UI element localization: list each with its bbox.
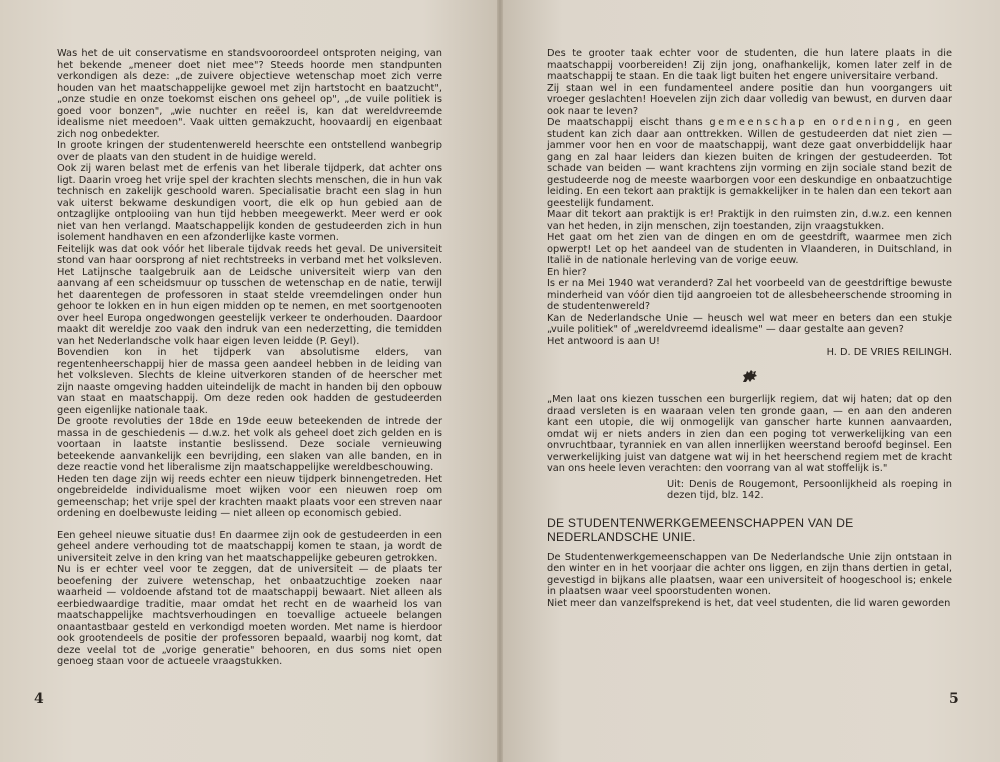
section-heading: DE STUDENTENWERKGEMEENSCHAPPEN VAN DE NEDERLANDSCHE UNIE. xyxy=(547,515,854,544)
spaced-term: gemeenschap xyxy=(709,117,807,128)
paragraph: Het gaat om het zien van de dingen en om de geestdrift, waarmee men zich opwerpt! Let op het aandeel van de studenten in Vlaanderen, in Duitschland, in Italië in de nationale herleving van de vorige eeuw. xyxy=(547,232,952,266)
lion-emblem xyxy=(547,367,952,389)
paragraph: Niet meer dan vanzelfsprekend is het, dat veel studenten, die lid waren geworden xyxy=(547,597,951,609)
paragraph: Bovendien kon in het tijdperk van absolutisme elders, van regentenheerschappij hier de massa geen aandeel hebben in de leiding van het volksleven. Slechts de kleine uitverkoren standen of de heerscher met zijn naaste omgeving hadden uiteindelijk de macht in handen bij den opbouw van staat en maatschappij. Om deze reden ook hadden de gestudeerden geen eigenlijke nationale taak. xyxy=(57,347,442,416)
paragraph: Nu is er echter veel voor te zeggen, dat de universiteit — de plaats ter beoefening der zuivere wetenschap, het onbaatzuchtige zoeken naar waarheid — voldoende afstand tot de maatschappij bewaart. Niet alleen als eerbiedwaardige traditie, maar omdat het recht en de waarheid los van maatschappelijke machtsverhoudingen en toevallige actueele belangen onaantastbaar gesteld en verkondigd moeten worden. Met name is hierdoor ook grootendeels de positie der professoren bepaald, waarbij nog komt, dat deze veelal tot de „vorige generatie" behooren, en dus soms niet open genoeg staan voor de actueele vraagstukken. xyxy=(57,564,442,667)
paragraph: Het antwoord is aan U! xyxy=(547,335,660,347)
paragraph: Feitelijk was dat ook vóór het liberale tijdvak reeds het geval. De universiteit stond van haar oorsprong af niet rechtstreeks in verband met het volksleven. Het Latijnsche taalgebruik aan de Leidsche universiteit wierp van den aanvang af een scheidsmuur op tusschen de wetenschap en de natie, terwijl het daarentegen de professoren in staat stelde vreemdelingen onder hun gehoor te lokken en in hun eigen midden op te nemen, en met soortgenooten over heel Europa ongedwongen geestelijk verkeer te onderhouden. Daardoor maakt dit wereldje zoo vaak den indruk van een nederzetting, die temidden van het Nederlandsche volk haar eigen leven leidde (P. Geyl). xyxy=(57,243,442,347)
paragraph: Maar dit tekort aan praktijk is er! Praktijk in den ruimsten zin, d.w.z. een kennen van het heden, in zijn menschen, zijn toestanden, zijn vraagstukken. xyxy=(547,209,952,232)
text-run: en xyxy=(813,117,826,128)
paragraph: De groote revoluties der 18de en 19de eeuw beteekenden de intrede der massa in de geschiedenis — d.w.z. het volk als geheel doet zich gelden en is voortaan in laatste instantie beslissend. Deze sociale vernieuwing beteekende aanvankelijk een bevrijding, een slaken van alle banden, en in deze reactie vond het liberalisme zijn maatschappelijke wereldbeschouwing. xyxy=(57,416,442,473)
left-page xyxy=(0,0,497,762)
right-text-column xyxy=(547,48,952,609)
paragraph: En hier? xyxy=(547,266,587,278)
quote-source: Uit: Denis de Rougemont, Persoonlijkheid als roeping in dezen tijd, blz. 142. xyxy=(667,478,952,501)
paragraph: Zij staan wel in een fundamenteel andere positie dan hun voorgangers uit vroeger geslachten! Hoevelen zijn zich daar volledig van bewust, en durven daar ook naar te leven? xyxy=(547,82,952,117)
paragraph: Kan de Nederlandsche Unie — heusch wel wat meer en beters dan een stukje „vuile politiek" of „wereldvreemd idealisme" — daar gestalte aan geven? xyxy=(547,312,952,335)
paragraph: Heden ten dage zijn wij reeds echter een nieuw tijdperk binnengetreden. Het ongebreidelde individualisme moet wijken voor een nieuwen roep om gemeenschap; het vrije spel der krachten maakt plaats voor een streven naar ordening en doelbewuste leiding — niet alleen op economisch gebied. xyxy=(57,473,442,519)
left-text-column xyxy=(57,48,442,668)
lion-emblem-icon xyxy=(740,367,760,385)
paragraph: Des te grooter taak echter voor de studenten, die hun latere plaats in die maatschappij voorbereiden! Zij zijn jong, onafhankelijk, komen later zelf in de maatschappij te staan. En die taak ligt buiten het engere universitaire verband. xyxy=(547,48,952,82)
paragraph: Ook zij waren belast met de erfenis van het liberale tijdperk, dat achter ons ligt. Daarin vroeg het vrije spel der krachten slechts menschen, die in hun vak technisch en zakelijk geschoold waren. Specialisatie bracht een slag in hun vak uiterst bekwame deskundigen voort, die elk op hun gebied aan de ontzaglijke ontplooiing van hun tijd hebben meegewerkt. Meer werd er ook niet van hen verlangd. Maatschappelijk konden de gestudeerden zich in hun isolement handhaven en een afzonderlijke kaste vormen. xyxy=(57,163,442,243)
paragraph: Was het de uit conservatisme en standsvooroordeel ontsproten neiging, van het bekende „meneer doet niet mee"? Steeds hoorde men standpunten verkondigen als deze: „de zuivere objectieve wetenschap moet zich verre houden van het maatschappelijke gewoel met zijn hartstocht en baatzucht", „onze studie en onze toekomst eischen ons geheel op", „de vuile politiek is goed voor bonzen", „wie nuchter en reëel is, kan dat wereldvreemde idealisme niet meedoen". Vaak uitten gemakzucht, hoovaardij en eigenbaat zich nog onbedekter. xyxy=(57,48,442,140)
author-signature: H. D. DE VRIES REILINGH. xyxy=(826,347,952,358)
paragraph: De Studentenwerkgemeenschappen van De Nederlandsche Unie zijn ontstaan in den winter en in het voorjaar die achter ons liggen, en zijn thans dertien in getal, gevestigd in bijkans alle plaatsen, waar een universiteit of hoogeschool is; enkele in plaatsen waar veel spoorstudenten wonen. xyxy=(547,551,952,597)
page-number-right: 5 xyxy=(949,691,959,707)
text-run: en geen student kan zich daar aan onttrekken. Willen de gestudeerden dat niet zien — jammer voor hen en voor de maatschappij, want deze gaat onverbiddelijk haar gang en zal haar leiders dan kiezen buiten de kringen der gestudeerden. Tot schade van beiden — want krachtens zijn vorming en zijn sociale stand bezit de gestudeerde nog de meeste waarborgen voor een deskundige en onbaatzuchtige leiding. En een tekort aan praktijk is gemakkelijker in te halen dan een tekort aan geestelijk fundament. xyxy=(547,117,952,209)
paragraph: Een geheel nieuwe situatie dus! En daarmee zijn ook de gestudeerden in een geheel andere verhouding tot de maatschappij komen te staan, ja wordt de universiteit zelve in den kring van het maatschappelijke gebeuren getrokken. xyxy=(57,529,442,564)
paragraph-spaced-terms xyxy=(547,117,952,209)
right-page xyxy=(503,0,1000,762)
paragraph: Is er na Mei 1940 wat veranderd? Zal het voorbeeld van de geestdriftige bewuste minderheid van vóór dien tijd aangroeien tot de allesbeheerschende strooming in de studentenwereld? xyxy=(547,278,952,312)
rougemont-quote: „Men laat ons kiezen tusschen een burgerlijk regiem, dat wij haten; dat op den draad versleten is en waaraan velen ten gronde gaan, — en aan den anderen kant een utopie, die wij onmogelijk van ganscher harte kunnen aanvaarden, omdat wij er niets anders in zien dan een poging tot verwerkelijking van een onvruchtbaar, tyranniek en van allen innerlijken weerstand beroofd beginsel. Een verwerkelijking juist van datgene wat wij in het heerschend regiem met de kracht van ons heele leven verachten: den voorrang van al wat stoffelijk is." xyxy=(547,394,952,474)
spaced-term: ordening, xyxy=(832,117,903,128)
page-number-left: 4 xyxy=(34,691,44,707)
text-run: De maatschappij eischt thans xyxy=(547,117,703,128)
paragraph: In groote kringen der studentenwereld heerschte een ontstellend wanbegrip over de plaats van den student in de huidige wereld. xyxy=(57,140,442,163)
